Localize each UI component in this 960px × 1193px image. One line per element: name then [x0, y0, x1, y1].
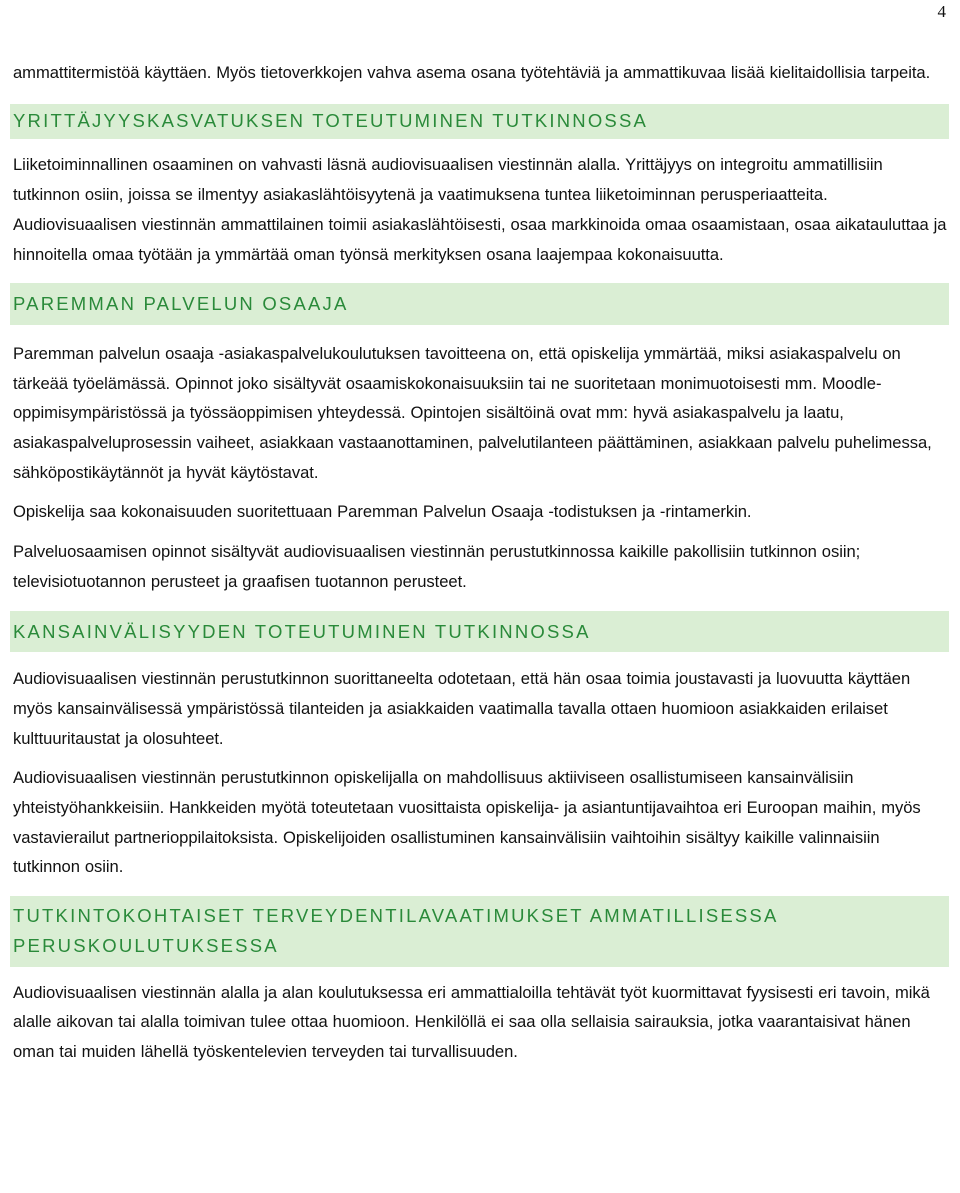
section-heading-health-requirements: TUTKINTOKOHTAISET TERVEYDENTILAVAATIMUKSET AMMATILLISESSA PERUSKOULUTUKSESSA — [10, 896, 949, 966]
section-heading-internationalism: KANSAINVÄLISYYDEN TOTEUTUMINEN TUTKINNOSSA — [10, 611, 949, 653]
internationalism-paragraph-2: Audiovisuaalisen viestinnän perustutkinnon opiskelijalla on mahdollisuus aktiiviseen osallistumiseen kansainvälisiin yhteistyöhankkeisiin. Hankkeiden myötä toteutetaan vuosittaista opiskelija- ja asiantuntijavaihtoa eri Euroopan maihin, myös vastavierailut partnerioppilaitoksista. Opiskelijoiden osallistuminen kansainvälisiin vaihtoihin sisältyy kaikille valinnaisiin tutkinnon osiin. — [13, 768, 921, 877]
internationalism-paragraph-1: Audiovisuaalisen viestinnän perustutkinnon suorittaneelta odotetaan, että hän osaa toimia joustavasti ja luovuutta käyttäen myös kansainvälisessä ympäristössä tilanteiden ja asiakkaiden vaatimalla tavalla ottaen huomioon asiakkaiden erilaiset kulttuuritaustat ja olosuhteet. — [13, 669, 911, 748]
health-requirements-paragraph: Audiovisuaalisen viestinnän alalla ja alan koulutuksessa eri ammattialoilla tehtävät työt kuormittavat fyysisesti eri tavoin, mikä alalle aikovan tai alalla toimivan tulee ottaa huomioon. Henkilöllä ei saa olla sellaisia sairauksia, jotka vaarantaisivat hänen oman tai muiden lähellä työskentelevien terveyden tai turvallisuuden. — [13, 982, 930, 1061]
section-heading-entrepreneurship: YRITTÄJYYSKASVATUKSEN TOTEUTUMINEN TUTKINNOSSA — [10, 104, 949, 140]
document-body — [13, 58, 948, 1067]
better-service-paragraph-2: Opiskelija saa kokonaisuuden suoritettuaan Paremman Palvelun Osaaja -todistuksen ja -rintamerkin. — [13, 502, 752, 522]
intro-paragraph: ammattitermistöä käyttäen. Myös tietoverkkojen vahva asema osana työtehtäviä ja ammattikuvaa lisää kielitaidollisia tarpeita. — [13, 63, 931, 82]
page-number: 4 — [937, 2, 946, 21]
entrepreneurship-paragraph: Liiketoiminnallinen osaaminen on vahvasti läsnä audiovisuaalisen viestinnän alalla. Yrittäjyys on integroitu ammatillisiin tutkinnon osiin, joissa se ilmentyy asiakaslähtöisyytenä ja vaatimuksena tuntea liiketoiminnan perusperiaatteita. Audiovisuaalisen viestinnän ammattilainen toimii asiakaslähtöisesti, osaa markkinoida omaa osaamistaan, osaa aikatauluttaa ja hinnoitella omaa työtään ja ymmärtää oman työnsä merkityksen osana laajempaa kokonaisuutta. — [13, 155, 947, 264]
section-heading-better-service: PAREMMAN PALVELUN OSAAJA — [10, 283, 949, 325]
better-service-paragraph-1: Paremman palvelun osaaja -asiakaspalvelukoulutuksen tavoitteena on, että opiskelija ymmärtää, miksi asiakaspalvelu on tärkeää työelämässä. Opinnot joko sisältyvät osaamiskokonaisuuksiin tai ne suoritetaan monimuotoisesti mm. Moodle-oppimisympäristössä ja työssäoppimisen yhteydessä. Opintojen sisältöinä ovat mm: hyvä asiakaspalvelu ja laatu, asiakaspalveluprosessin vaiheet, asiakkaan vastaanottaminen, palvelutilanteen päättäminen, asiakkaan palvelu puhelimessa, sähköpostikäytännöt ja hyvät käytöstavat. — [13, 343, 932, 482]
better-service-paragraph-3: Palveluosaamisen opinnot sisältyvät audiovisuaalisen viestinnän perustutkinnossa kaikille pakollisiin tutkinnon osiin; televisiotuotannon perusteet ja graafisen tuotannon perusteet. — [13, 542, 861, 591]
